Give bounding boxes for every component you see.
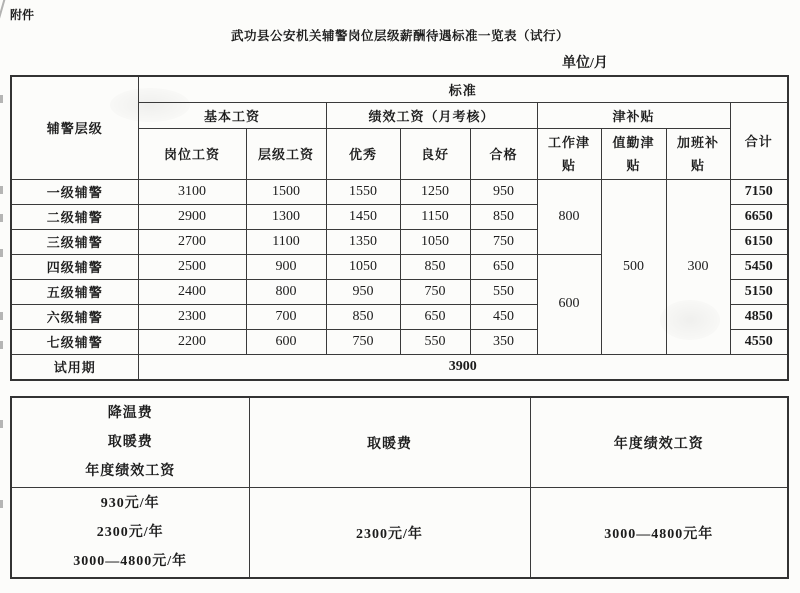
salary-standard-table bbox=[10, 75, 789, 381]
annual-performance-value: 3000—4800元年 bbox=[530, 488, 788, 579]
cell-grade-wage: 1500 bbox=[246, 179, 326, 204]
attachment-label: 附件 bbox=[10, 8, 35, 22]
table-row-probation bbox=[11, 354, 788, 380]
cell-level: 三级辅警 bbox=[11, 229, 138, 254]
cell-level: 七级辅警 bbox=[11, 329, 138, 354]
table-row-level-1 bbox=[11, 179, 788, 204]
cell-grade-wage: 700 bbox=[246, 304, 326, 329]
cell-work-allowance-merged: 800 bbox=[537, 179, 601, 254]
benefit-cooling-fee-value: 930元/年 bbox=[100, 496, 160, 511]
header-overtime-allowance: 加班补贴 bbox=[666, 128, 730, 179]
probation-label: 试用期 bbox=[11, 354, 138, 380]
benefit-annual-performance-value: 3000—4800元/年 bbox=[73, 554, 188, 569]
unit-label: 单位/月 bbox=[562, 56, 608, 71]
cell-work-allowance-merged: 600 bbox=[537, 254, 601, 354]
edge-tick bbox=[0, 95, 3, 103]
header-excellent: 优秀 bbox=[326, 128, 400, 179]
heating-fee-header: 取暖费 bbox=[249, 397, 530, 488]
cell-post-wage: 2500 bbox=[138, 254, 246, 279]
probation-value: 3900 bbox=[138, 354, 788, 380]
edge-tick bbox=[0, 420, 3, 428]
cell-good: 750 bbox=[400, 279, 470, 304]
cell-total: 5150 bbox=[730, 279, 788, 304]
cell-total: 6150 bbox=[730, 229, 788, 254]
cell-qualified: 550 bbox=[470, 279, 537, 304]
header-good: 良好 bbox=[400, 128, 470, 179]
header-total: 合计 bbox=[730, 102, 788, 179]
cell-duty-allowance-merged: 500 bbox=[601, 179, 666, 354]
cell-qualified: 650 bbox=[470, 254, 537, 279]
edge-tick bbox=[0, 186, 3, 194]
benefits-label-row bbox=[11, 397, 788, 488]
cell-good: 1250 bbox=[400, 179, 470, 204]
cell-excellent: 1550 bbox=[326, 179, 400, 204]
cell-post-wage: 2300 bbox=[138, 304, 246, 329]
header-duty-allowance: 值勤津贴 bbox=[601, 128, 666, 179]
benefit-types-cell bbox=[11, 397, 249, 488]
cell-post-wage: 2900 bbox=[138, 204, 246, 229]
cell-good: 550 bbox=[400, 329, 470, 354]
benefits-value-row bbox=[11, 488, 788, 579]
header-standard: 标准 bbox=[138, 76, 788, 102]
header-qualified: 合格 bbox=[470, 128, 537, 179]
cell-qualified: 450 bbox=[470, 304, 537, 329]
cell-good: 850 bbox=[400, 254, 470, 279]
cell-qualified: 950 bbox=[470, 179, 537, 204]
cell-excellent: 1350 bbox=[326, 229, 400, 254]
edge-tick bbox=[0, 500, 3, 508]
cell-qualified: 350 bbox=[470, 329, 537, 354]
cell-good: 1050 bbox=[400, 229, 470, 254]
header-allowances: 津补贴 bbox=[537, 102, 730, 128]
cell-post-wage: 2400 bbox=[138, 279, 246, 304]
cell-level: 一级辅警 bbox=[11, 179, 138, 204]
header-basic-salary: 基本工资 bbox=[138, 102, 326, 128]
edge-tick bbox=[0, 214, 3, 222]
cell-total: 4550 bbox=[730, 329, 788, 354]
header-grade-wage: 层级工资 bbox=[246, 128, 326, 179]
header-work-allowance: 工作津贴 bbox=[537, 128, 601, 179]
cell-total: 6650 bbox=[730, 204, 788, 229]
page-title: 武功县公安机关辅警岗位层级薪酬待遇标准一览表（试行） bbox=[230, 29, 569, 43]
header-performance-salary: 绩效工资（月考核） bbox=[326, 102, 537, 128]
header-level-column: 辅警层级 bbox=[11, 76, 138, 179]
cell-good: 650 bbox=[400, 304, 470, 329]
cell-qualified: 750 bbox=[470, 229, 537, 254]
cell-excellent: 950 bbox=[326, 279, 400, 304]
annual-performance-header: 年度绩效工资 bbox=[530, 397, 788, 488]
cell-total: 7150 bbox=[730, 179, 788, 204]
cell-excellent: 850 bbox=[326, 304, 400, 329]
cell-grade-wage: 600 bbox=[246, 329, 326, 354]
benefit-cooling-fee-label: 降温费 bbox=[107, 406, 153, 421]
edge-tick bbox=[0, 312, 3, 320]
cell-qualified: 850 bbox=[470, 204, 537, 229]
cell-level: 二级辅警 bbox=[11, 204, 138, 229]
cell-grade-wage: 1100 bbox=[246, 229, 326, 254]
cell-level: 五级辅警 bbox=[11, 279, 138, 304]
cell-overtime-allowance-merged: 300 bbox=[666, 179, 730, 354]
edge-tick bbox=[0, 249, 3, 257]
cell-post-wage: 2700 bbox=[138, 229, 246, 254]
cell-grade-wage: 800 bbox=[246, 279, 326, 304]
cell-total: 4850 bbox=[730, 304, 788, 329]
cell-total: 5450 bbox=[730, 254, 788, 279]
heating-fee-value: 2300元/年 bbox=[249, 488, 530, 579]
benefit-annual-performance-label: 年度绩效工资 bbox=[85, 464, 176, 479]
cell-level: 六级辅警 bbox=[11, 304, 138, 329]
benefit-heating-fee-value: 2300元/年 bbox=[96, 525, 164, 540]
cell-grade-wage: 1300 bbox=[246, 204, 326, 229]
cell-grade-wage: 900 bbox=[246, 254, 326, 279]
benefits-table bbox=[10, 396, 789, 579]
cell-good: 1150 bbox=[400, 204, 470, 229]
benefit-heating-fee-label: 取暖费 bbox=[107, 435, 153, 450]
cell-post-wage: 3100 bbox=[138, 179, 246, 204]
header-post-wage: 岗位工资 bbox=[138, 128, 246, 179]
benefit-amounts-cell bbox=[11, 488, 249, 579]
cell-post-wage: 2200 bbox=[138, 329, 246, 354]
scan-scratch-artifact bbox=[0, 0, 6, 19]
edge-tick bbox=[0, 341, 3, 349]
cell-excellent: 750 bbox=[326, 329, 400, 354]
cell-excellent: 1450 bbox=[326, 204, 400, 229]
cell-level: 四级辅警 bbox=[11, 254, 138, 279]
cell-excellent: 1050 bbox=[326, 254, 400, 279]
